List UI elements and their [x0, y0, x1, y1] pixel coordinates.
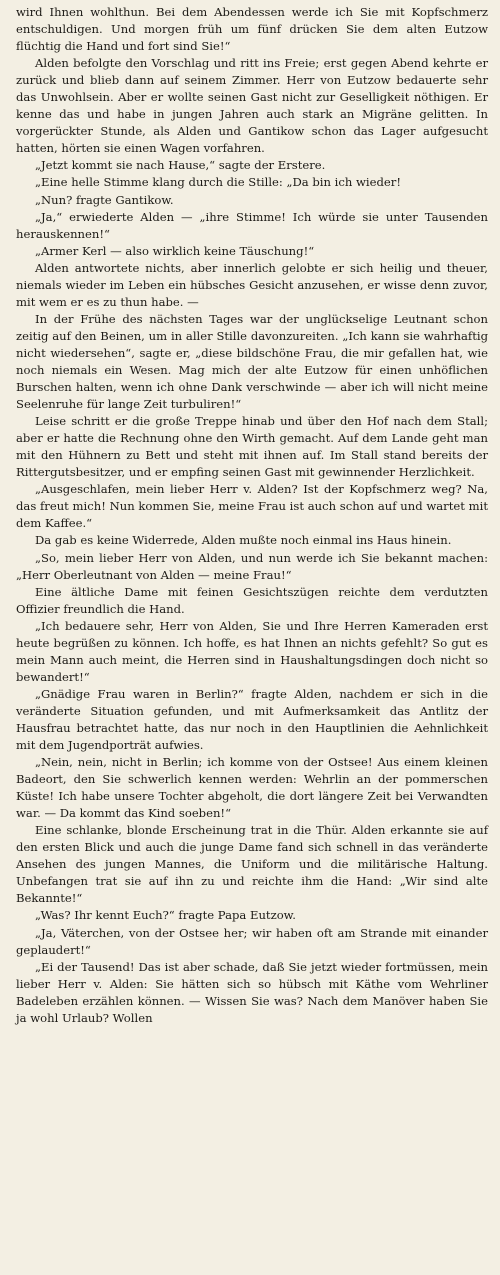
- paragraph: „Armer Kerl — also wirklich keine Täuschung!“: [35, 243, 315, 258]
- paragraph: „Nein, nein, nicht in Berlin; ich komme von der Ostsee! Aus einem kleinen Badeort, den Sie schwerlich kennen werden: Wehrlin an der pommerschen Küste! Ich habe unsere Tochter abgeholt, die dort längere Zeit bei Verwandten war. — Da kommt das Kind soeben!“: [16, 755, 488, 821]
- paragraph: „Ja,“ erwiederte Alden — „ihre Stimme! Ich würde sie unter Tausenden herauskennen!“: [16, 209, 488, 241]
- paragraph: Eine ältliche Dame mit feinen Gesichtszügen reichte dem verdutzten Offizier freundlich die Hand.: [16, 584, 488, 616]
- paragraph: „Ei der Tausend! Das ist aber schade, daß Sie jetzt wieder fortmüssen, mein lieber Herr v. Alden: Sie hätten sich so hübsch mit Käthe vom Wehrliner Badeleben erzählen können. — Wissen Sie was? Nach dem Manöver haben Sie ja wohl Urlaub? Wollen: [16, 959, 488, 1025]
- paragraph: Leise schritt er die große Treppe hinab und über den Hof nach dem Stall; aber er hatte die Rechnung ohne den Wirth gemacht. Auf dem Lande geht man mit den Hühnern zu Bett und steht mit ihnen auf. Im Stall stand bereits der Rittergutsbesitzer, und er empfing seinen Gast mit gewinnender Herzlichkeit.: [16, 414, 488, 480]
- paragraph: In der Frühe des nächsten Tages war der unglückselige Leutnant schon zeitig auf den Beinen, um in aller Stille davonzureiten. „Ich kann sie wahrhaftig nicht wiedersehen“, sagte er, „diese bildschöne Frau, die mir gefallen hat, wie noch niemals ein Wesen. Mag mich der alte Eutzow für einen unhöflichen Burschen halten, wenn ich ohne Dank verschwinde — aber ich will nicht meine Seelenruhe für lange Zeit turbuliren!“: [16, 311, 488, 412]
- paragraph: „So, mein lieber Herr von Alden, und nun werde ich Sie bekannt machen: „Herr Oberleutnant von Alden — meine Frau!“: [16, 550, 488, 582]
- paragraph: „Gnädige Frau waren in Berlin?“ fragte Alden, nachdem er sich in die veränderte Situation gefunden, und mit Aufmerksamkeit das Antlitz der Hausfrau betrachtet hatte, das nur noch in den Hauptlinien die Aehnlichkeit mit dem Jugendporträt aufwies.: [16, 686, 488, 753]
- paragraph: „Jetzt kommt sie nach Hause,“ sagte der Erstere.: [35, 158, 326, 173]
- paragraph: „Eine helle Stimme klang durch die Stille: „Da bin ich wieder!: [35, 175, 401, 190]
- paragraph: Alden befolgte den Vorschlag und ritt ins Freie; erst gegen Abend kehrte er zurück und blieb dann auf seinem Zimmer. Herr von Eutzow bedauerte sehr das Unwohlsein. Aber er wollte seinen Gast nicht zur Geselligkeit nöthigen. Er kenne das und habe in jungen Jahren auch stark an Migräne gelitten. In vorgerückter Stunde, als Alden und Gantikow schon das Lager aufgesucht hatten, hörten sie einen Wagen vorfahren.: [16, 56, 488, 156]
- paragraph: „Ja, Väterchen, von der Ostsee her; wir haben oft am Strande mit einander geplaudert!“: [16, 925, 488, 957]
- paragraph: „Was? Ihr kennt Euch?“ fragte Papa Eutzow.: [35, 908, 296, 923]
- article-column: [16, 4, 488, 1027]
- paragraph: Alden antwortete nichts, aber innerlich gelobte er sich heilig und theuer, niemals wieder im Leben ein hübsches Gesicht anzusehen, er wisse denn zuvor, mit wem er es zu thun habe. —: [16, 260, 488, 309]
- paragraph: Da gab es keine Widerrede, Alden mußte noch einmal ins Haus hinein.: [35, 533, 452, 548]
- paragraph: „Nun? fragte Gantikow.: [35, 192, 174, 207]
- paragraph: Eine schlanke, blonde Erscheinung trat in die Thür. Alden erkannte sie auf den ersten Blick und auch die junge Dame fand sich schnell in das veränderte Ansehen des jungen Mannes, die Uniform und die militärische Haltung. Unbefangen trat sie auf ihn zu und reichte ihm die Hand: „Wir sind alte Bekannte!“: [16, 823, 488, 906]
- paragraph: „Ausgeschlafen, mein lieber Herr v. Alden? Ist der Kopfschmerz weg? Na, das freut mich! Nun kommen Sie, meine Frau ist auch schon auf und wartet mit dem Kaffee.“: [16, 482, 488, 531]
- paragraph-continuation: wird Ihnen wohlthun. Bei dem Abendessen werde ich Sie mit Kopfschmerz entschuldigen. Und morgen früh um fünf drücken Sie dem alten Eutzow flüchtig die Hand und fort sind Sie!“: [16, 5, 488, 54]
- paragraph: „Ich bedauere sehr, Herr von Alden, Sie und Ihre Herren Kameraden erst heute begrüßen zu können. Ich hoffe, es hat Ihnen an nichts gefehlt? So gut es mein Mann auch meint, die Herren sind in Haushaltungsdingen doch nicht so bewandert!“: [16, 618, 488, 684]
